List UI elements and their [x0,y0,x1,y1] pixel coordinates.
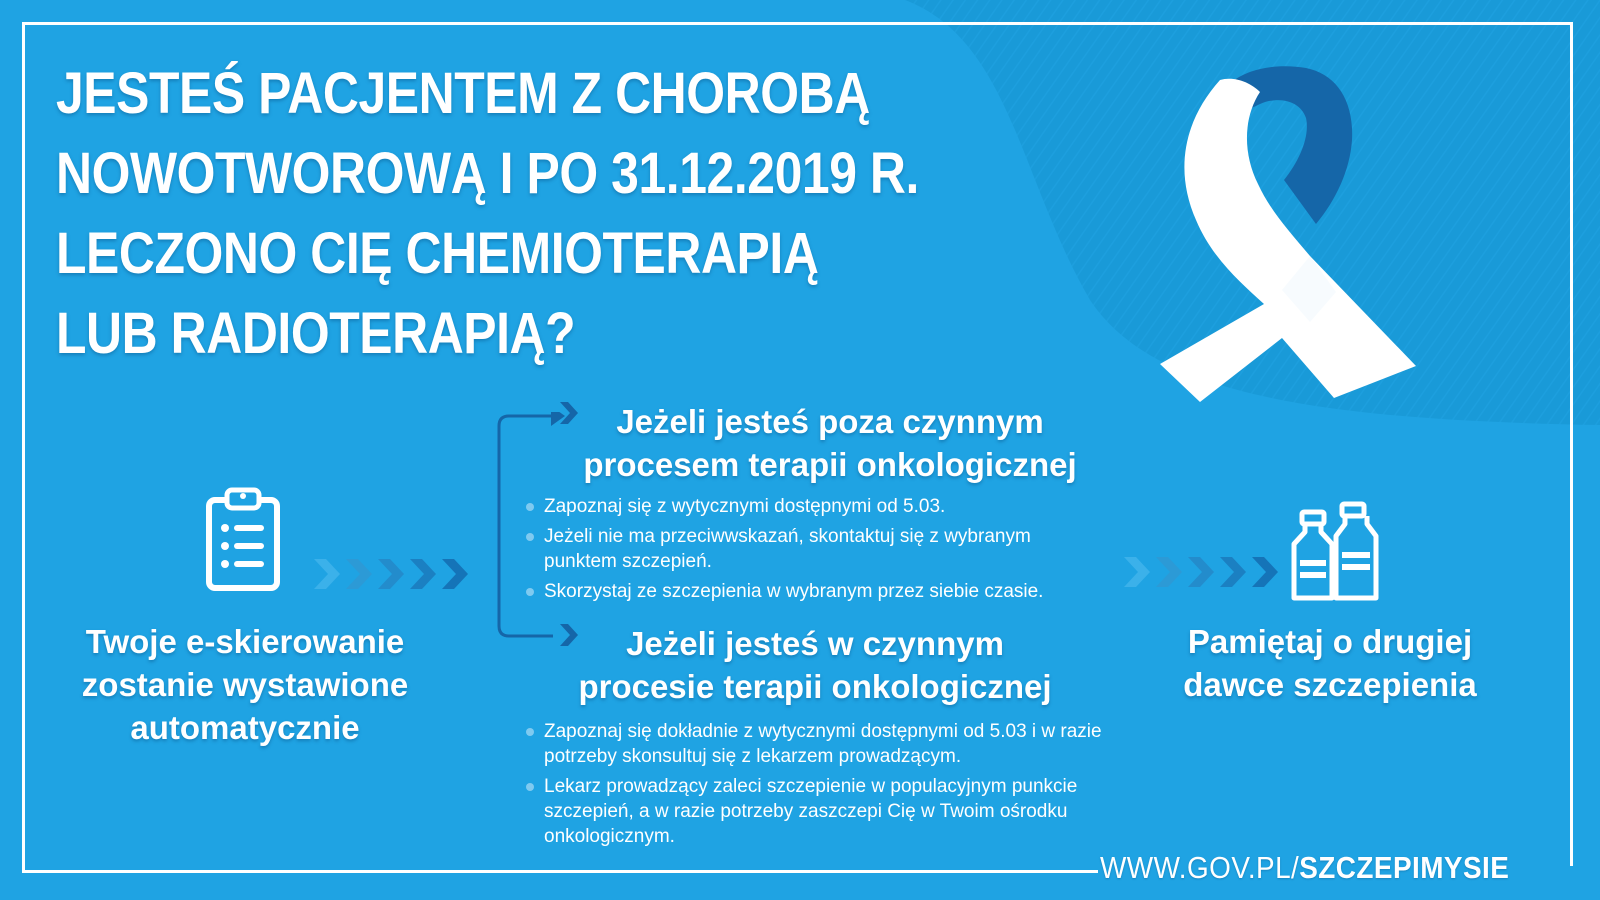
chevron-right-icon [314,559,340,589]
arrows-right [1122,553,1282,591]
list-item: Zapoznaj się dokładnie z wytycznymi dostępnymi od 5.03 i w razie potrzeby skonsultuj się z lekarzem prowadzącym. [524,719,1104,769]
branch2-points [524,719,1104,854]
chevron-right-icon [1156,557,1182,587]
arrows-left [312,555,470,593]
headline-line-1: JESTEŚ PACJENTEM Z CHOROBĄ [56,61,870,126]
e-referral-caption: Twoje e-skierowanie zostanie wystawione automatycznie [81,623,409,746]
branch1-title [560,400,1100,486]
clipboard-checklist-icon [205,486,281,592]
awareness-ribbon-icon [1160,60,1450,410]
branch2-title-line-2: procesie terapii onkologicznej [578,668,1052,705]
chevron-right-icon [1220,557,1246,587]
chevron-right-icon [1252,557,1278,587]
branch2-title [555,622,1075,708]
list-item: Lekarz prowadzący zaleci szczepienie w populacyjnym punkcie szczepień, a w razie potrzeby zaszczepi Cię w Twoim ośrodku onkologicznym. [524,774,1104,849]
headline-line-3: LECZONO CIĘ CHEMIOTERAPIĄ [56,221,819,286]
website-suffix: SZCZEPIMYSIE [1299,850,1510,885]
branch1-title-line-2: procesem terapii onkologicznej [583,446,1077,483]
headline [56,54,950,374]
chevron-right-icon [378,559,404,589]
vaccine-vials-icon [1286,500,1384,604]
website-url[interactable] [1100,848,1523,888]
headline-line-4: LUB RADIOTERAPIĄ? [56,301,576,366]
headline-line-2: NOWOTWOROWĄ I PO 31.12.2019 R. [56,141,919,206]
list-item: Zapoznaj się z wytycznymi dostępnymi od 5.03. [524,494,1104,519]
chevron-right-icon [1188,557,1214,587]
chevron-right-icon [346,559,372,589]
branch1-title-line-1: Jeżeli jesteś poza czynnym [616,403,1044,440]
branch1-points [524,494,1104,609]
list-item: Skorzystaj ze szczepienia w wybranym przez siebie czasie. [524,579,1104,604]
chevron-right-icon [410,559,436,589]
website-prefix: WWW.GOV.PL/ [1100,850,1300,885]
chevron-right-icon [1124,557,1150,587]
branch2-title-line-1: Jeżeli jesteś w czynnym [626,625,1004,662]
second-dose-caption: Pamiętaj o drugiej dawce szczepienia [1183,623,1477,703]
list-item: Jeżeli nie ma przeciwwskazań, skontaktuj się z wybranym punktem szczepień. [524,524,1104,574]
chevron-right-icon [442,559,468,589]
